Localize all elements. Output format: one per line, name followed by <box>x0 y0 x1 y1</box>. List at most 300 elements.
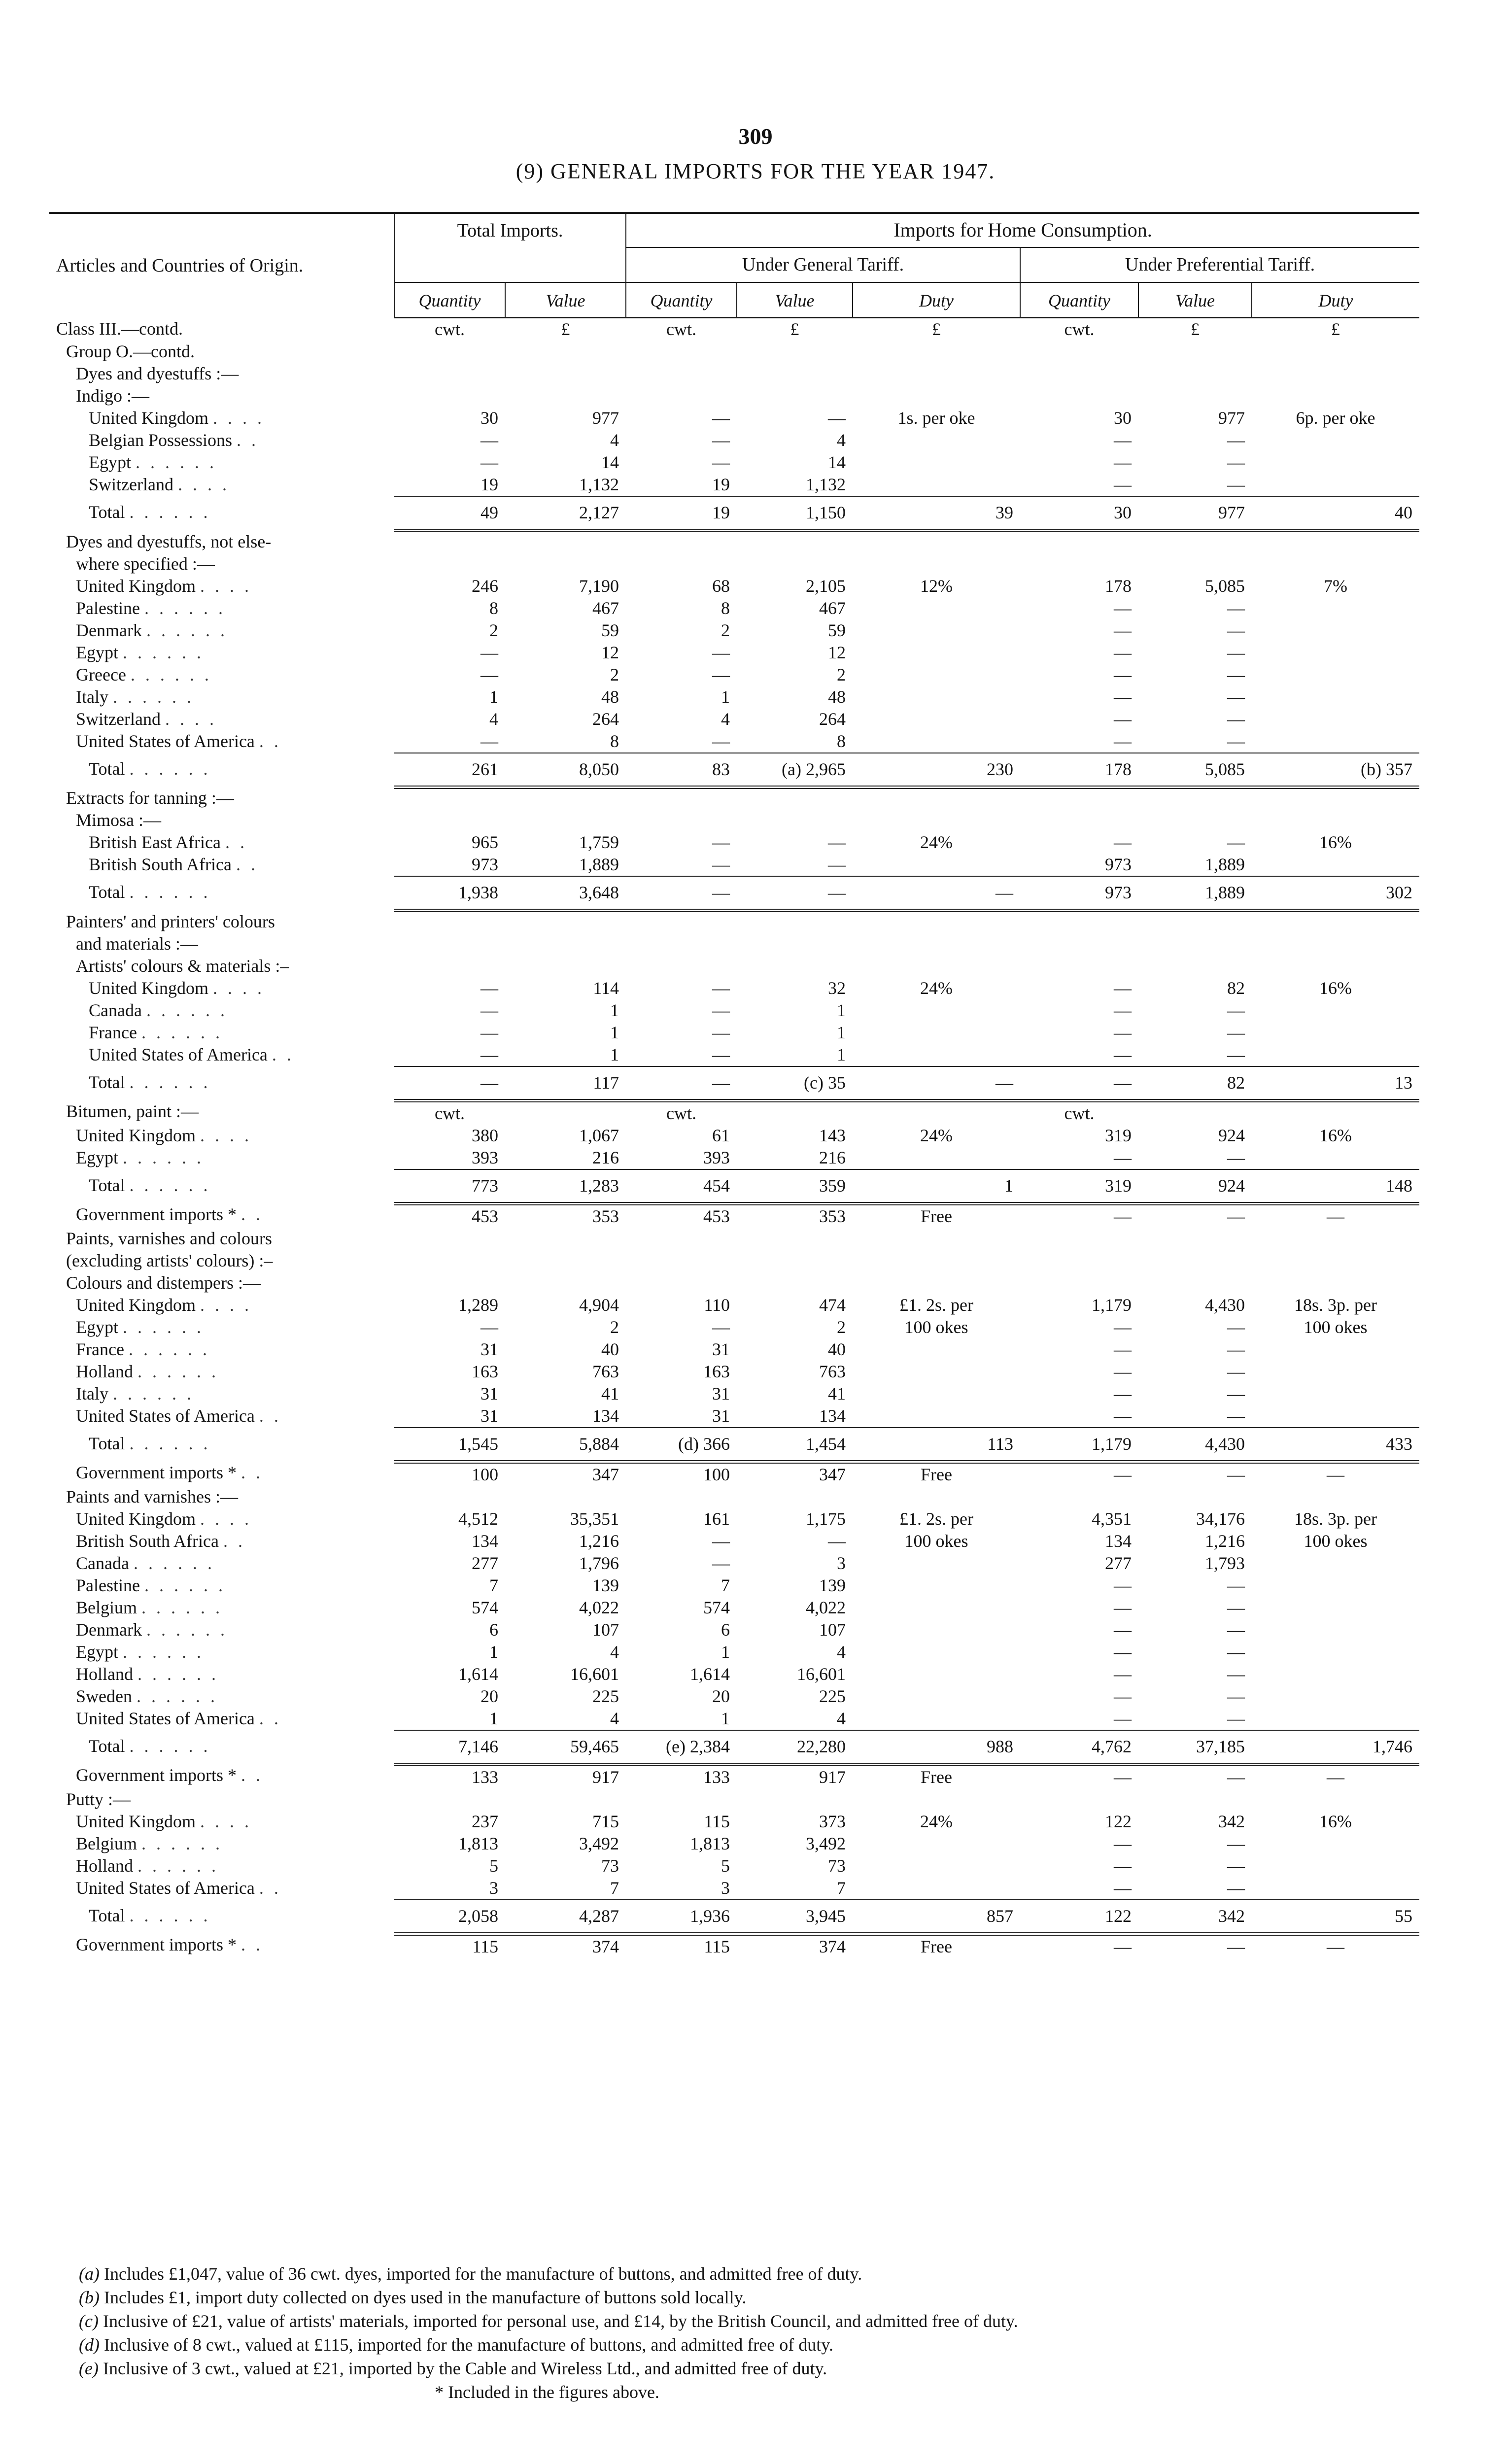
cell-total-quantity: 134 <box>472 1531 498 1551</box>
dot-leader: . . . . . . <box>146 620 228 640</box>
cell-general-duty <box>853 619 1020 642</box>
row-label-text: Palestine <box>76 1575 140 1595</box>
row-label-text: United States of America <box>76 1708 255 1728</box>
cell-general-quantity: 115 <box>626 1934 737 1958</box>
cell-general-value <box>737 911 853 933</box>
cell-general-quantity: 110 <box>704 1295 730 1315</box>
row-label-text: United Kingdom <box>76 1125 196 1145</box>
dot-leader: . . . . . . <box>137 1361 219 1381</box>
cell-general-value: 225 <box>819 1686 846 1706</box>
cell-preferential-quantity <box>1020 385 1138 407</box>
category-row <box>49 531 1419 553</box>
category-row <box>49 1228 1419 1250</box>
row-label <box>49 531 394 553</box>
cell-preferential-quantity: — <box>1114 642 1132 662</box>
row-label-text: Egypt <box>76 1147 118 1167</box>
cell-general-value: 1,454 <box>737 1428 853 1462</box>
category-row <box>49 553 1419 575</box>
row-label-text: United Kingdom <box>76 1508 196 1529</box>
cell-preferential-duty <box>1252 531 1419 553</box>
cell-general-quantity: 1 <box>721 1642 730 1662</box>
cell-preferential-quantity <box>1020 1272 1138 1294</box>
cell-preferential-value: 1,216 <box>1205 1531 1245 1551</box>
dot-leader: . . <box>240 1765 263 1785</box>
cell-total-value <box>505 1272 626 1294</box>
cell-general-quantity: 1,813 <box>690 1833 730 1853</box>
cell-general-value: 48 <box>828 686 846 707</box>
category-row <box>49 1486 1419 1508</box>
row-label-text: Belgium <box>76 1833 137 1853</box>
cell-total-value: 1 <box>610 1022 619 1042</box>
dot-leader: . . . . . . <box>129 758 211 779</box>
cell-general-duty: 113 <box>853 1428 1020 1462</box>
cell-preferential-quantity: — <box>1114 1878 1132 1898</box>
cell-total-quantity: — <box>481 1044 498 1064</box>
cell-general-quantity: — <box>712 642 730 662</box>
cell-preferential-quantity: — <box>1114 664 1132 684</box>
category-row <box>49 1788 1419 1811</box>
cell-general-quantity: 5 <box>721 1855 730 1876</box>
cell-preferential-duty: £ <box>1331 319 1340 339</box>
cell-general-duty <box>853 597 1020 619</box>
cell-general-duty: 857 <box>853 1900 1020 1934</box>
row-label-text: Mimosa :— <box>76 810 162 830</box>
row-label <box>49 1730 394 1765</box>
page-title: (9) GENERAL IMPORTS FOR THE YEAR 1947. <box>515 159 996 183</box>
row-label-text: Egypt <box>76 1317 118 1337</box>
cell-total-quantity: 6 <box>489 1619 498 1640</box>
cell-preferential-duty <box>1252 642 1419 664</box>
cell-preferential-value: — <box>1227 1147 1245 1167</box>
cell-total-value: 7,190 <box>579 576 619 596</box>
cell-general-duty <box>853 1597 1020 1619</box>
cell-total-quantity: 19 <box>481 475 498 494</box>
cell-total-quantity: 4,512 <box>458 1508 498 1529</box>
total-row <box>49 1066 1419 1101</box>
cell-preferential-value: — <box>1138 1203 1252 1228</box>
row-label-text: Canada <box>89 1000 142 1020</box>
row-label <box>49 1530 394 1552</box>
footnote-mark: (b) <box>79 2288 100 2307</box>
cell-total-value: 2 <box>610 1317 619 1337</box>
cell-general-quantity: 1,614 <box>690 1664 730 1684</box>
dot-leader: . . <box>259 1708 281 1728</box>
row-label-text: United Kingdom <box>89 408 208 428</box>
cell-preferential-value: 37,185 <box>1138 1730 1252 1765</box>
row-label-text: Denmark <box>76 620 142 640</box>
cell-preferential-quantity <box>1020 341 1138 363</box>
cell-total-value: 48 <box>601 686 619 707</box>
cell-general-quantity: — <box>712 978 730 998</box>
cell-general-value: — <box>828 832 846 852</box>
cell-total-value: 107 <box>592 1619 619 1640</box>
row-label <box>49 1597 394 1619</box>
table-row <box>49 1552 1419 1574</box>
cell-general-value: 467 <box>819 598 846 618</box>
cell-general-value: 3 <box>837 1553 846 1573</box>
government-imports-row <box>49 1462 1419 1486</box>
cell-preferential-duty <box>1252 474 1419 496</box>
cell-preferential-quantity: 277 <box>1105 1553 1132 1573</box>
row-label <box>49 1833 394 1855</box>
row-label <box>49 1316 394 1338</box>
cell-total-value: 3,492 <box>579 1833 619 1853</box>
cell-total-value <box>505 933 626 955</box>
cell-general-quantity: 2 <box>721 620 730 640</box>
cell-general-duty <box>853 999 1020 1022</box>
row-label <box>49 1338 394 1361</box>
cell-total-quantity <box>394 553 505 575</box>
cell-preferential-quantity: — <box>1114 1383 1132 1403</box>
total-row <box>49 876 1419 911</box>
cell-preferential-duty <box>1252 451 1419 474</box>
row-label <box>49 1641 394 1663</box>
cell-total-value: 73 <box>601 1855 619 1876</box>
government-imports-row <box>49 1934 1419 1958</box>
cell-total-value: 40 <box>601 1339 619 1359</box>
row-label <box>49 1788 394 1811</box>
cell-general-quantity <box>626 809 737 831</box>
cell-preferential-duty <box>1252 999 1419 1022</box>
cell-preferential-value: — <box>1227 1686 1245 1706</box>
cell-total-quantity: — <box>481 978 498 998</box>
row-label-text: Holland <box>76 1855 133 1876</box>
cell-general-quantity: 1 <box>721 1708 730 1728</box>
cell-total-quantity: 49 <box>394 496 505 531</box>
cell-general-quantity: 83 <box>626 753 737 787</box>
cell-preferential-duty <box>1252 1641 1419 1663</box>
cell-total-quantity <box>394 1228 505 1250</box>
cell-general-quantity: — <box>712 832 730 852</box>
cell-general-duty <box>853 531 1020 553</box>
row-label <box>49 664 394 686</box>
cell-total-value: 134 <box>592 1405 619 1426</box>
cell-general-duty <box>853 429 1020 451</box>
row-label-text: Egypt <box>76 1642 118 1662</box>
cell-preferential-duty: 148 <box>1252 1169 1419 1204</box>
cell-general-duty <box>853 955 1020 977</box>
row-label-text: Egypt <box>89 452 131 472</box>
cell-preferential-quantity: — <box>1114 620 1132 640</box>
cell-general-duty: Free <box>853 1934 1020 1958</box>
cell-general-value: 264 <box>819 709 846 729</box>
cell-preferential-quantity <box>1020 933 1138 955</box>
dot-leader: . . . . . . <box>123 1317 204 1337</box>
government-imports-row <box>49 1764 1419 1788</box>
category-row <box>49 809 1419 831</box>
cell-total-value: 12 <box>601 642 619 662</box>
cell-general-value: 2,105 <box>806 576 846 596</box>
dot-leader: . . . . . . <box>130 664 212 684</box>
cell-total-quantity: 115 <box>394 1934 505 1958</box>
dot-leader: . . . . . . <box>129 1072 211 1092</box>
cell-general-quantity: 20 <box>712 1686 730 1706</box>
table-row <box>49 1708 1419 1730</box>
row-label-text: Extracts for tanning :— <box>66 788 234 808</box>
cell-total-quantity: 5 <box>489 1855 498 1876</box>
cell-preferential-value: 924 <box>1138 1169 1252 1204</box>
cell-general-value: £ <box>790 319 799 339</box>
cell-preferential-duty: 13 <box>1252 1066 1419 1101</box>
cell-preferential-quantity <box>1020 787 1138 809</box>
cell-preferential-quantity: — <box>1114 686 1132 707</box>
cell-total-value <box>505 1788 626 1811</box>
cell-preferential-duty <box>1252 1833 1419 1855</box>
row-label-text: Canada <box>76 1553 129 1573</box>
cell-preferential-value <box>1138 1788 1252 1811</box>
total-row <box>49 1169 1419 1204</box>
cell-total-quantity: 773 <box>394 1169 505 1204</box>
cell-preferential-duty <box>1252 933 1419 955</box>
footnote <box>79 2357 1429 2380</box>
cell-general-value: 40 <box>828 1339 846 1359</box>
cell-general-duty: 100 okes <box>904 1317 968 1337</box>
cell-general-duty <box>853 451 1020 474</box>
cell-general-duty <box>853 854 1020 876</box>
cell-preferential-duty: 433 <box>1252 1428 1419 1462</box>
cell-preferential-duty <box>1252 1597 1419 1619</box>
dot-leader: . . . . . . <box>112 1383 194 1403</box>
cell-preferential-duty <box>1252 1486 1419 1508</box>
cell-general-duty <box>853 1486 1020 1508</box>
cell-general-value <box>737 1486 853 1508</box>
cell-general-value: 917 <box>737 1764 853 1788</box>
row-label <box>49 451 394 474</box>
cell-preferential-value: — <box>1227 620 1245 640</box>
cell-general-quantity <box>626 1250 737 1272</box>
cell-preferential-quantity <box>1020 1788 1138 1811</box>
cell-total-quantity <box>394 1272 505 1294</box>
cell-general-value: 763 <box>819 1361 846 1381</box>
cell-general-duty <box>853 1338 1020 1361</box>
cell-preferential-value: 82 <box>1227 978 1245 998</box>
row-label-text: British South Africa <box>89 855 232 874</box>
cell-total-quantity: 100 <box>394 1462 505 1486</box>
cell-preferential-duty: 302 <box>1252 876 1419 911</box>
cell-preferential-quantity: 319 <box>1020 1169 1138 1204</box>
row-label-text: United States of America <box>76 731 255 751</box>
cell-preferential-duty <box>1252 730 1419 753</box>
cell-general-value: 59 <box>828 620 846 640</box>
cell-total-quantity: 574 <box>472 1597 498 1617</box>
cell-general-value: 216 <box>819 1147 846 1167</box>
row-label-text: Italy <box>76 686 108 707</box>
table-row <box>49 1619 1419 1641</box>
cell-preferential-value: 4,430 <box>1205 1295 1245 1315</box>
cell-general-duty <box>853 1641 1020 1663</box>
table-row <box>49 1125 1419 1147</box>
cell-total-quantity: 31 <box>481 1339 498 1359</box>
row-label-text: Paints and varnishes :— <box>66 1486 238 1506</box>
category-row <box>49 385 1419 407</box>
cell-general-duty <box>853 730 1020 753</box>
row-label <box>49 496 394 531</box>
cell-general-duty <box>853 1361 1020 1383</box>
table-row <box>49 977 1419 999</box>
cell-preferential-quantity: 178 <box>1105 576 1132 596</box>
cell-total-value <box>505 531 626 553</box>
cell-total-value: 4,022 <box>579 1597 619 1617</box>
table-row <box>49 1855 1419 1877</box>
cell-preferential-duty <box>1252 553 1419 575</box>
cell-preferential-duty: 18s. 3p. per <box>1294 1508 1377 1529</box>
cell-preferential-duty <box>1252 1100 1419 1125</box>
cell-general-duty <box>853 553 1020 575</box>
dot-leader: . . . . . . <box>128 1339 210 1359</box>
cell-preferential-duty: — <box>1252 1462 1419 1486</box>
imports-table-container <box>49 212 1419 1958</box>
cell-general-value: 2 <box>837 664 846 684</box>
cell-general-duty <box>853 1044 1020 1066</box>
cell-general-value: 8 <box>837 731 846 751</box>
row-label-text: Putty :— <box>66 1789 131 1809</box>
header-general-duty: Duty <box>853 282 1020 318</box>
cell-preferential-duty: — <box>1252 1934 1419 1958</box>
cell-preferential-value <box>1138 955 1252 977</box>
cell-total-value: 59,465 <box>505 1730 626 1765</box>
cell-total-value <box>505 911 626 933</box>
dot-leader: . . . . . . <box>141 1022 223 1042</box>
dot-leader: . . . . . . <box>123 1147 204 1167</box>
cell-general-value <box>737 933 853 955</box>
cell-total-value: 1 <box>610 1044 619 1064</box>
cell-general-value <box>737 787 853 809</box>
row-label <box>49 553 394 575</box>
cell-preferential-quantity: — <box>1020 1203 1138 1228</box>
cell-total-quantity: 2 <box>489 620 498 640</box>
dot-leader: . . . . . . <box>123 642 204 662</box>
table-row <box>49 831 1419 854</box>
cell-general-duty <box>853 1022 1020 1044</box>
cell-preferential-quantity: — <box>1114 1361 1132 1381</box>
dot-leader: . . <box>259 1878 281 1898</box>
cell-preferential-quantity <box>1020 1228 1138 1250</box>
dot-leader: . . . . . . <box>133 1553 215 1573</box>
row-label <box>49 597 394 619</box>
cell-general-quantity: — <box>712 664 730 684</box>
cell-general-value: 22,280 <box>737 1730 853 1765</box>
cell-general-value: (a) 2,965 <box>737 753 853 787</box>
cell-preferential-value: — <box>1227 430 1245 450</box>
cell-general-duty <box>853 1663 1020 1685</box>
cell-general-duty: Free <box>853 1462 1020 1486</box>
cell-total-quantity: 965 <box>472 832 498 852</box>
cell-preferential-duty <box>1252 1877 1419 1900</box>
row-label <box>49 1934 394 1958</box>
cell-general-quantity: 68 <box>712 576 730 596</box>
cell-general-value <box>737 955 853 977</box>
cell-preferential-duty: 16% <box>1319 1125 1352 1145</box>
cell-total-value <box>505 1228 626 1250</box>
row-label-text: United States of America <box>76 1405 255 1426</box>
footnote-mark: (e) <box>79 2359 99 2378</box>
row-label-text: Paints, varnishes and colours <box>66 1228 272 1248</box>
cell-preferential-value: £ <box>1191 319 1200 339</box>
table-row <box>49 708 1419 730</box>
cell-total-value: 467 <box>592 598 619 618</box>
cell-total-quantity: 1 <box>489 1642 498 1662</box>
dot-leader: . . . . . . <box>137 1664 219 1684</box>
cell-general-duty <box>853 1855 1020 1877</box>
cell-preferential-duty <box>1252 1272 1419 1294</box>
cell-preferential-duty <box>1252 1147 1419 1169</box>
cell-general-duty: 24% <box>920 978 953 998</box>
cell-general-value: 1 <box>837 1022 846 1042</box>
cell-general-value: 2 <box>837 1317 846 1337</box>
cell-general-duty <box>853 933 1020 955</box>
cell-total-quantity: 163 <box>472 1361 498 1381</box>
cell-total-quantity <box>394 341 505 363</box>
cell-general-value: 1 <box>837 1044 846 1064</box>
row-label <box>49 1900 394 1934</box>
cell-preferential-quantity: cwt. <box>1020 1100 1138 1125</box>
cell-general-quantity: 4 <box>721 709 730 729</box>
dot-leader: . . <box>272 1044 294 1064</box>
dot-leader: . . <box>259 1405 281 1426</box>
cell-preferential-quantity: 122 <box>1105 1811 1132 1831</box>
row-label-text: Italy <box>76 1383 108 1403</box>
header-general-tariff: Under General Tariff. <box>626 247 1020 282</box>
row-label-text: Denmark <box>76 1619 142 1640</box>
cell-general-duty <box>853 1383 1020 1405</box>
cell-general-value: 139 <box>819 1575 846 1595</box>
footnote <box>79 2333 1429 2357</box>
cell-general-value: 16,601 <box>797 1664 846 1684</box>
cell-total-quantity: 133 <box>394 1764 505 1788</box>
footnote-mark: (a) <box>79 2264 100 2284</box>
row-label-text: (excluding artists' colours) :– <box>66 1250 273 1270</box>
cell-preferential-value: 1,889 <box>1138 876 1252 911</box>
cell-preferential-duty: 40 <box>1252 496 1419 531</box>
row-label <box>49 1405 394 1428</box>
cell-preferential-value: — <box>1227 598 1245 618</box>
cell-total-value: 715 <box>592 1811 619 1831</box>
cell-general-quantity <box>626 1788 737 1811</box>
row-label <box>49 977 394 999</box>
row-label <box>49 831 394 854</box>
cell-preferential-duty <box>1252 1552 1419 1574</box>
cell-general-value <box>737 809 853 831</box>
dot-leader: . . . . . . <box>137 1855 219 1876</box>
row-label-text: Total <box>89 502 125 522</box>
cell-general-duty: 39 <box>853 496 1020 531</box>
row-label-text: Egypt <box>76 642 118 662</box>
cell-general-quantity: 1,936 <box>626 1900 737 1934</box>
row-label-text: Total <box>89 1072 125 1092</box>
row-label <box>49 1383 394 1405</box>
cell-general-duty <box>853 787 1020 809</box>
table-body <box>49 318 1419 1958</box>
cell-preferential-value: 924 <box>1218 1125 1245 1145</box>
cell-general-quantity: 453 <box>626 1203 737 1228</box>
cell-preferential-value: 34,176 <box>1196 1508 1245 1529</box>
table-row <box>49 1833 1419 1855</box>
dot-leader: . . . . . . <box>123 1642 204 1662</box>
table-row <box>49 597 1419 619</box>
dot-leader: . . . . . . <box>141 1833 223 1853</box>
row-label <box>49 1663 394 1685</box>
row-label-text: Holland <box>76 1361 133 1381</box>
cell-total-quantity: 2,058 <box>394 1900 505 1934</box>
table-row <box>49 575 1419 597</box>
cell-general-quantity <box>626 531 737 553</box>
row-label <box>49 809 394 831</box>
row-label <box>49 1811 394 1833</box>
cell-preferential-duty <box>1252 1619 1419 1641</box>
cell-general-quantity <box>626 1228 737 1250</box>
dot-leader: . . . . . . <box>144 598 226 618</box>
footnote-list <box>79 2262 1429 2380</box>
